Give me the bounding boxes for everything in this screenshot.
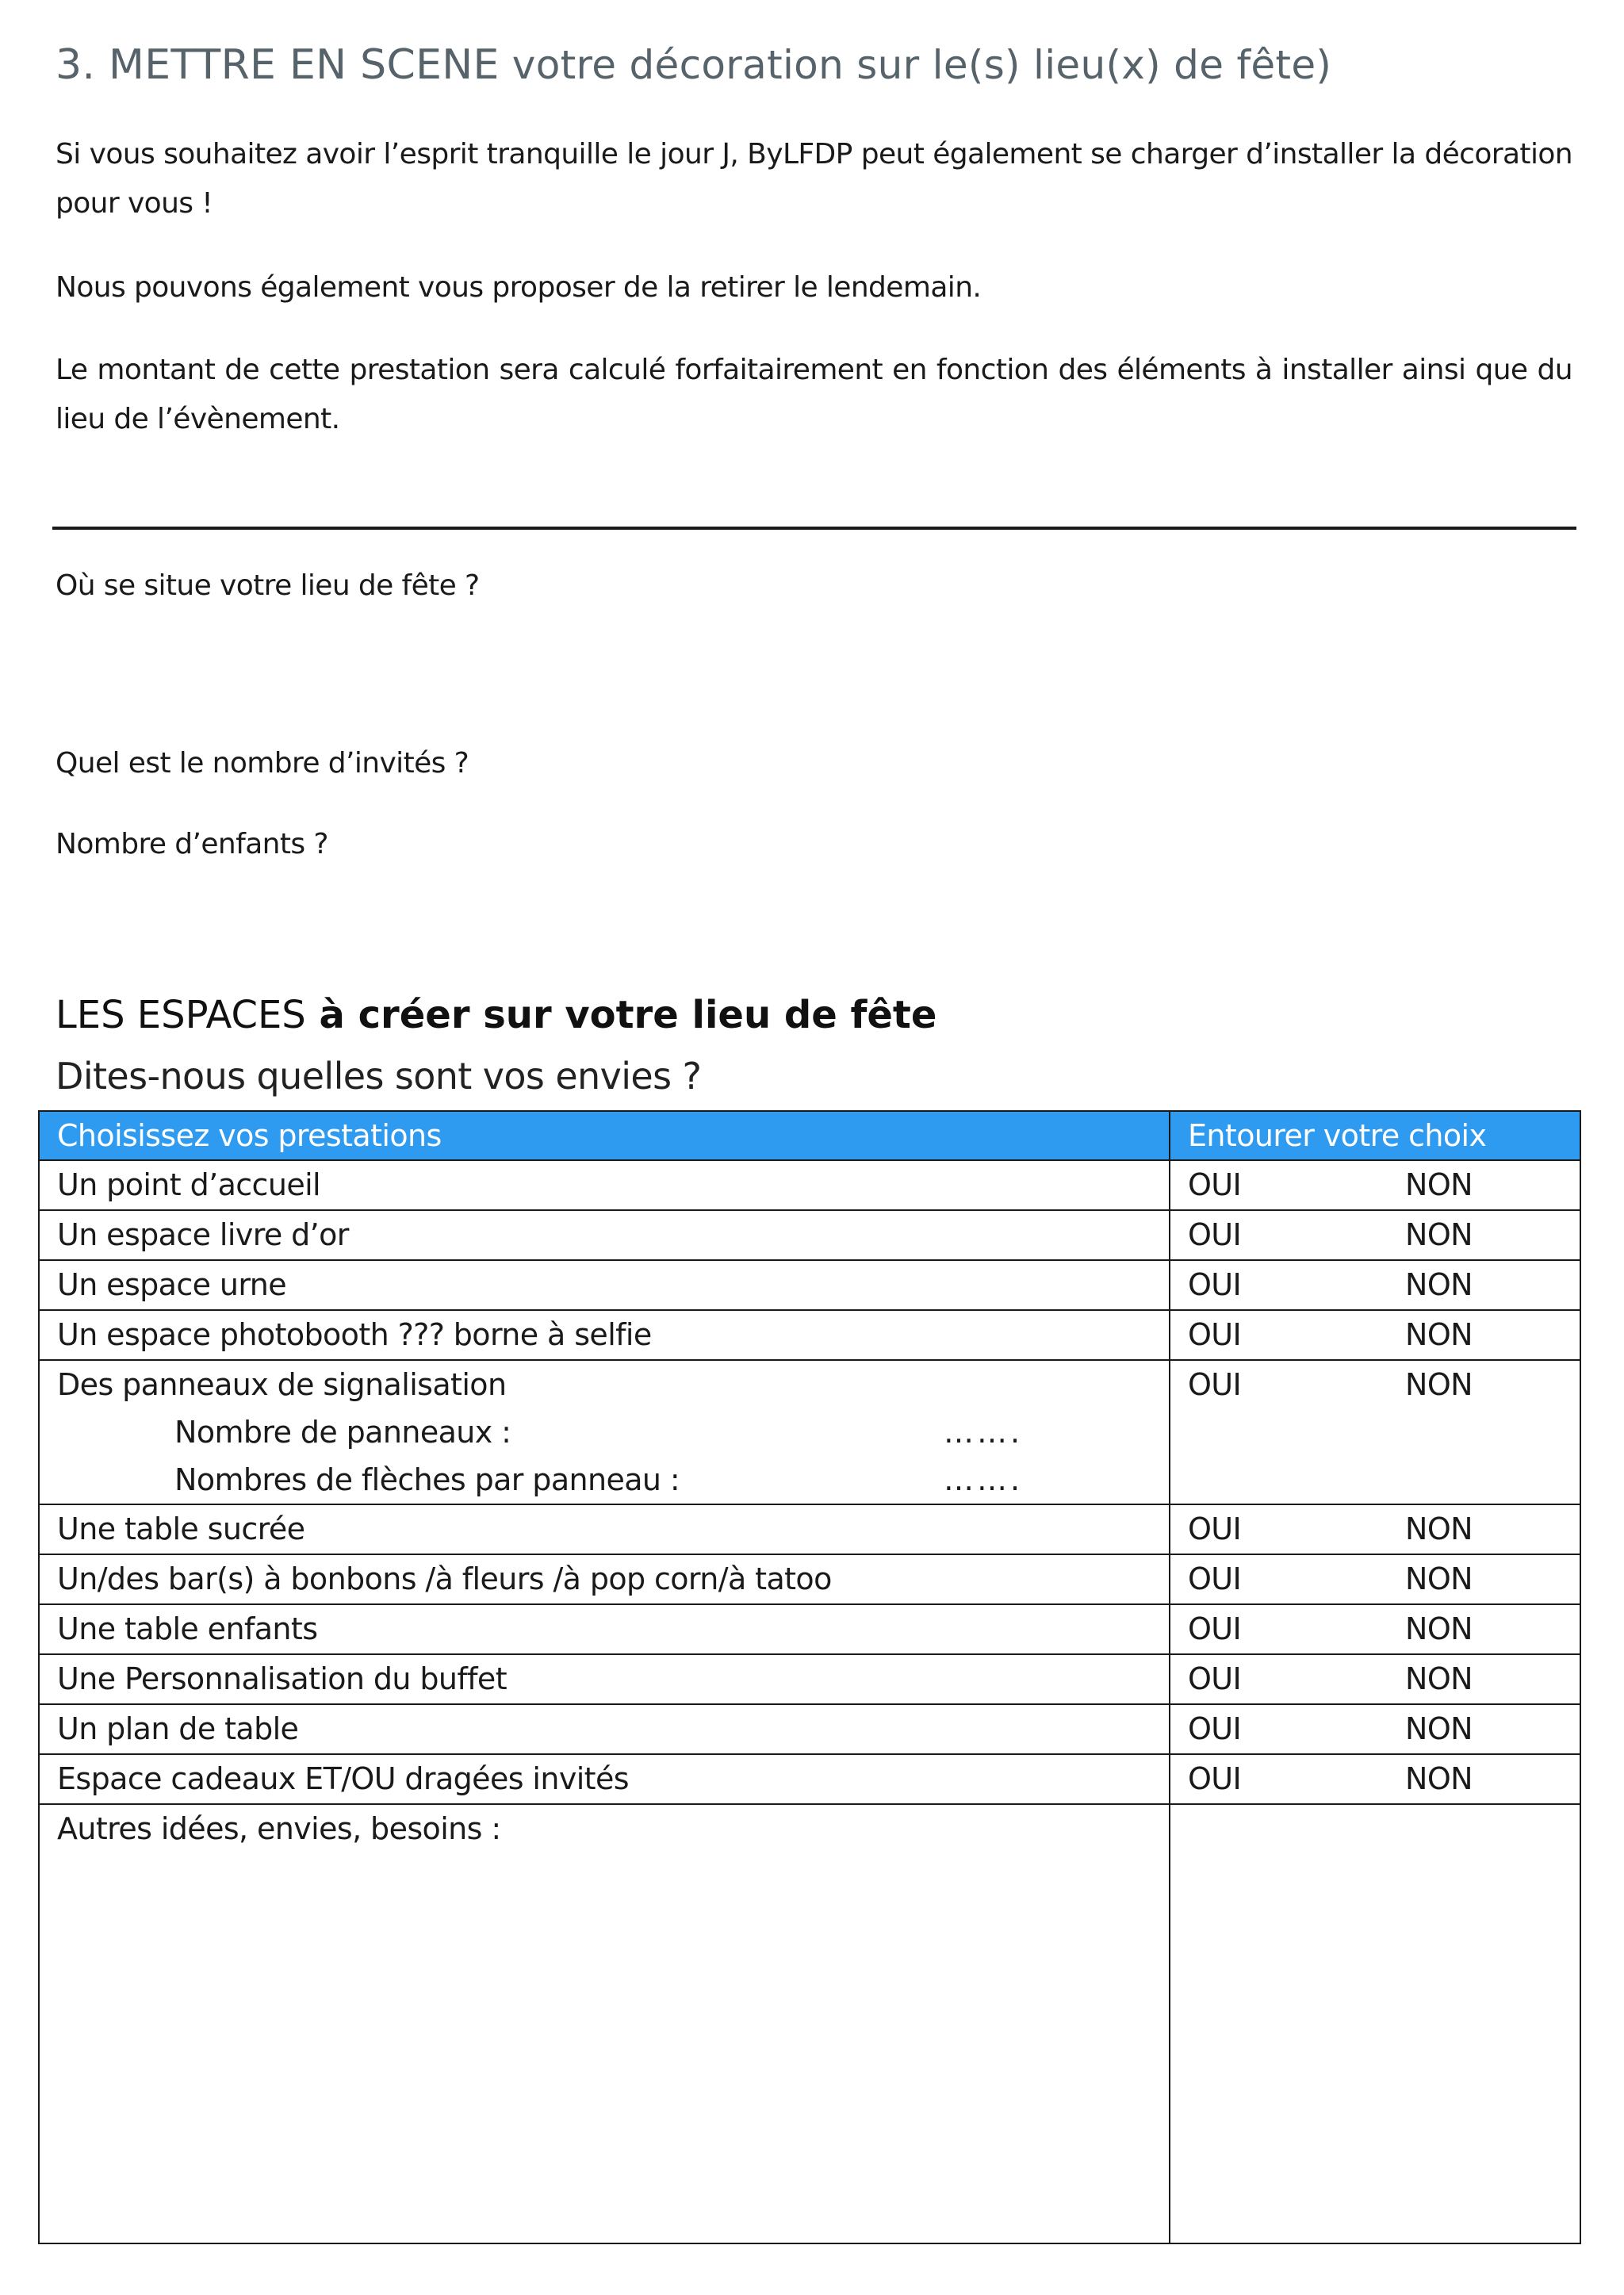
table-row <box>39 1554 1580 1604</box>
row-label: Un espace urne <box>39 1260 1170 1310</box>
section-heading-suffix: votre décoration sur le(s) lieu(x) de fête) <box>499 42 1332 88</box>
row-label: Espace cadeaux ET/OU dragées invités <box>39 1754 1170 1804</box>
section-heading-prefix: 3. METTRE EN SCENE <box>56 41 500 89</box>
row-label: Un plan de table <box>39 1704 1170 1754</box>
fleches-label: Nombres de flèches par panneau : <box>174 1462 680 1497</box>
nombre-panneaux-line <box>57 1408 1169 1456</box>
fleches-blank[interactable]: ……. <box>944 1462 1024 1497</box>
non-option[interactable]: NON <box>1405 1561 1473 1596</box>
header-prestations: Choisissez vos prestations <box>39 1111 1170 1160</box>
removal-paragraph: Nous pouvons également vous proposer de la retirer le lendemain. <box>56 271 982 304</box>
table-row <box>39 1160 1580 1210</box>
row-label: Un/des bar(s) à bonbons /à fleurs /à pop corn/à tatoo <box>39 1554 1170 1604</box>
autres-empty-cell[interactable] <box>1170 1804 1580 2243</box>
panneaux-cell <box>39 1360 1170 1504</box>
oui-option[interactable]: OUI <box>1188 1267 1242 1302</box>
question-lieu: Où se situe votre lieu de fête ? <box>56 569 480 602</box>
table-row <box>39 1604 1580 1654</box>
oui-option[interactable]: OUI <box>1188 1317 1242 1352</box>
section-heading <box>56 41 1331 89</box>
row-label: Un point d’accueil <box>39 1160 1170 1210</box>
non-option[interactable]: NON <box>1405 1661 1473 1696</box>
oui-option[interactable]: OUI <box>1188 1511 1242 1546</box>
question-enfants: Nombre d’enfants ? <box>56 828 328 860</box>
choice-cell <box>1188 1311 1580 1358</box>
choice-cell <box>1188 1211 1580 1259</box>
oui-option[interactable]: OUI <box>1188 1761 1242 1796</box>
row-label: Une table enfants <box>39 1604 1170 1654</box>
choice-cell <box>1188 1161 1580 1209</box>
nombre-panneaux-blank[interactable]: ……. <box>944 1415 1024 1450</box>
oui-option[interactable]: OUI <box>1188 1661 1242 1696</box>
prestations-table <box>38 1110 1581 2244</box>
non-option[interactable]: NON <box>1405 1367 1473 1402</box>
oui-option[interactable]: OUI <box>1188 1561 1242 1596</box>
row-label: Des panneaux de signalisation <box>57 1367 507 1402</box>
oui-option[interactable]: OUI <box>1188 1711 1242 1746</box>
choice-cell <box>1188 1261 1580 1308</box>
row-label: Un espace livre d’or <box>39 1210 1170 1260</box>
table-row <box>39 1704 1580 1754</box>
non-option[interactable]: NON <box>1405 1611 1473 1646</box>
table-header-row <box>39 1111 1580 1160</box>
intro-paragraph: Si vous souhaitez avoir l’esprit tranquille le jour J, ByLFDP peut également se charger d’installer la décoration pour vous ! <box>56 138 1572 220</box>
fleches-line <box>57 1456 1169 1504</box>
non-option[interactable]: NON <box>1405 1217 1473 1252</box>
choice-cell <box>1188 1655 1580 1703</box>
autres-cell[interactable]: Autres idées, envies, besoins : <box>39 1804 1170 2243</box>
row-label: Un espace photobooth ??? borne à selfie <box>39 1310 1170 1360</box>
table-row-panneaux <box>39 1360 1580 1504</box>
non-option[interactable]: NON <box>1405 1267 1473 1302</box>
table-row <box>39 1754 1580 1804</box>
table-row <box>39 1310 1580 1360</box>
non-option[interactable]: NON <box>1405 1761 1473 1796</box>
choice-cell <box>1188 1505 1580 1553</box>
oui-option[interactable]: OUI <box>1188 1367 1242 1402</box>
nombre-panneaux-label: Nombre de panneaux : <box>174 1415 511 1450</box>
row-label: Une Personnalisation du buffet <box>39 1654 1170 1704</box>
header-choix: Entourer votre choix <box>1170 1111 1580 1160</box>
oui-option[interactable]: OUI <box>1188 1611 1242 1646</box>
non-option[interactable]: NON <box>1405 1167 1473 1202</box>
pricing-paragraph: Le montant de cette prestation sera calculé forfaitairement en fonction des éléments à installer ainsi que du lieu de l’évènement. <box>56 354 1572 435</box>
choice-cell <box>1188 1755 1580 1803</box>
question-invites: Quel est le nombre d’invités ? <box>56 747 469 780</box>
oui-option[interactable]: OUI <box>1188 1217 1242 1252</box>
espaces-title-caps: LES ESPACES <box>56 993 306 1037</box>
non-option[interactable]: NON <box>1405 1711 1473 1746</box>
row-label: Une table sucrée <box>39 1504 1170 1554</box>
oui-option[interactable]: OUI <box>1188 1167 1242 1202</box>
espaces-title <box>56 993 936 1037</box>
table-row <box>39 1260 1580 1310</box>
espaces-subtitle: Dites-nous quelles sont vos envies ? <box>56 1055 702 1098</box>
table-row <box>39 1210 1580 1260</box>
choice-cell <box>1188 1705 1580 1753</box>
table-row <box>39 1654 1580 1704</box>
table-row <box>39 1504 1580 1554</box>
choice-cell <box>1188 1555 1580 1603</box>
section-divider <box>52 527 1576 530</box>
choice-cell <box>1188 1605 1580 1653</box>
espaces-title-rest: à créer sur votre lieu de fête <box>305 993 937 1037</box>
non-option[interactable]: NON <box>1405 1317 1473 1352</box>
table-row-autres <box>39 1804 1580 2243</box>
choice-cell <box>1188 1361 1580 1408</box>
non-option[interactable]: NON <box>1405 1511 1473 1546</box>
